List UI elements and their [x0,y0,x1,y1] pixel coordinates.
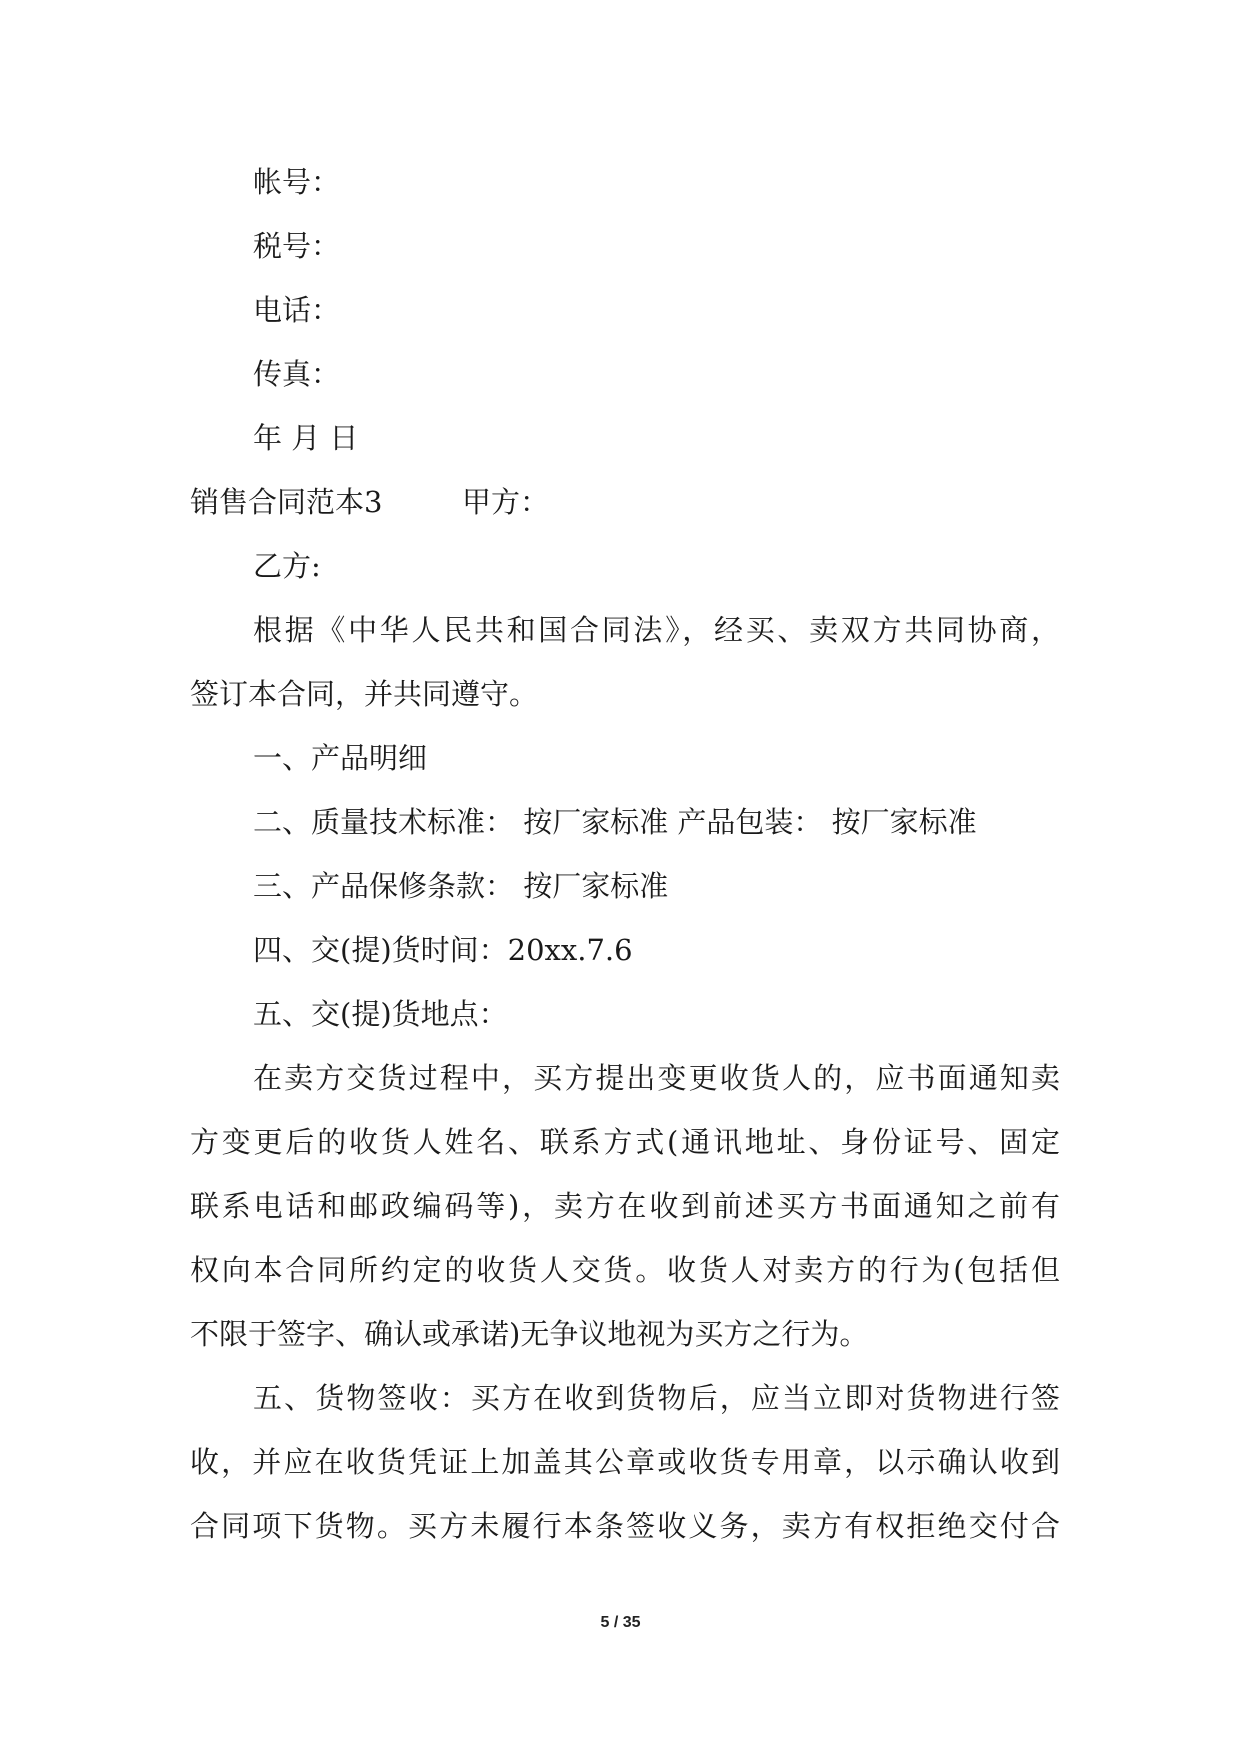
clause-quality-standard: 二、质量技术标准： 按厂家标准 产品包装： 按厂家标准 [253,805,977,839]
intro-line-1: 根据《中华人民共和国合同法》，经买、卖双方共同协商， [253,613,1060,647]
receipt-paragraph-line: 合同项下货物。买方未履行本条签收义务，卖方有权拒绝交付合 [190,1509,1060,1543]
date-line: 年 月 日 [253,421,359,455]
clause-product-details: 一、产品明细 [253,741,428,775]
clause-warranty: 三、产品保修条款： 按厂家标准 [253,869,669,903]
party-a-label: 甲方： [462,485,550,519]
clause-delivery-time: 四、交(提)货时间：20xx.7.6 [253,933,633,967]
clause-delivery-place: 五、交(提)货地点： [253,997,508,1031]
account-number-line: 帐号： [253,165,341,199]
delivery-paragraph-line: 方变更后的收货人姓名、联系方式(通讯地址、身份证号、固定 [190,1125,1060,1159]
page-number: 5 / 35 [600,1614,641,1631]
phone-line: 电话： [253,293,341,327]
document-body [190,150,1060,1558]
receipt-paragraph-line: 五、货物签收：买方在收到货物后，应当立即对货物进行签 [253,1381,1060,1415]
delivery-paragraph-line: 不限于签字、确认或承诺)无争议地视为买方之行为。 [190,1317,869,1351]
contract-heading [190,470,1060,534]
delivery-paragraph-line: 联系电话和邮政编码等)，卖方在收到前述买方书面通知之前有 [190,1189,1060,1223]
tax-number-line: 税号： [253,229,341,263]
party-b-label: 乙方: [253,549,321,583]
contract-title: 销售合同范本3 [190,485,383,519]
intro-line-2: 签订本合同，并共同遵守。 [190,677,539,711]
fax-line: 传真： [253,357,341,391]
delivery-paragraph-line: 在卖方交货过程中，买方提出变更收货人的，应书面通知卖 [253,1061,1060,1095]
receipt-paragraph-line: 收，并应在收货凭证上加盖其公章或收货专用章，以示确认收到 [190,1445,1060,1479]
delivery-paragraph-line: 权向本合同所约定的收货人交货。收货人对卖方的行为(包括但 [190,1253,1060,1287]
